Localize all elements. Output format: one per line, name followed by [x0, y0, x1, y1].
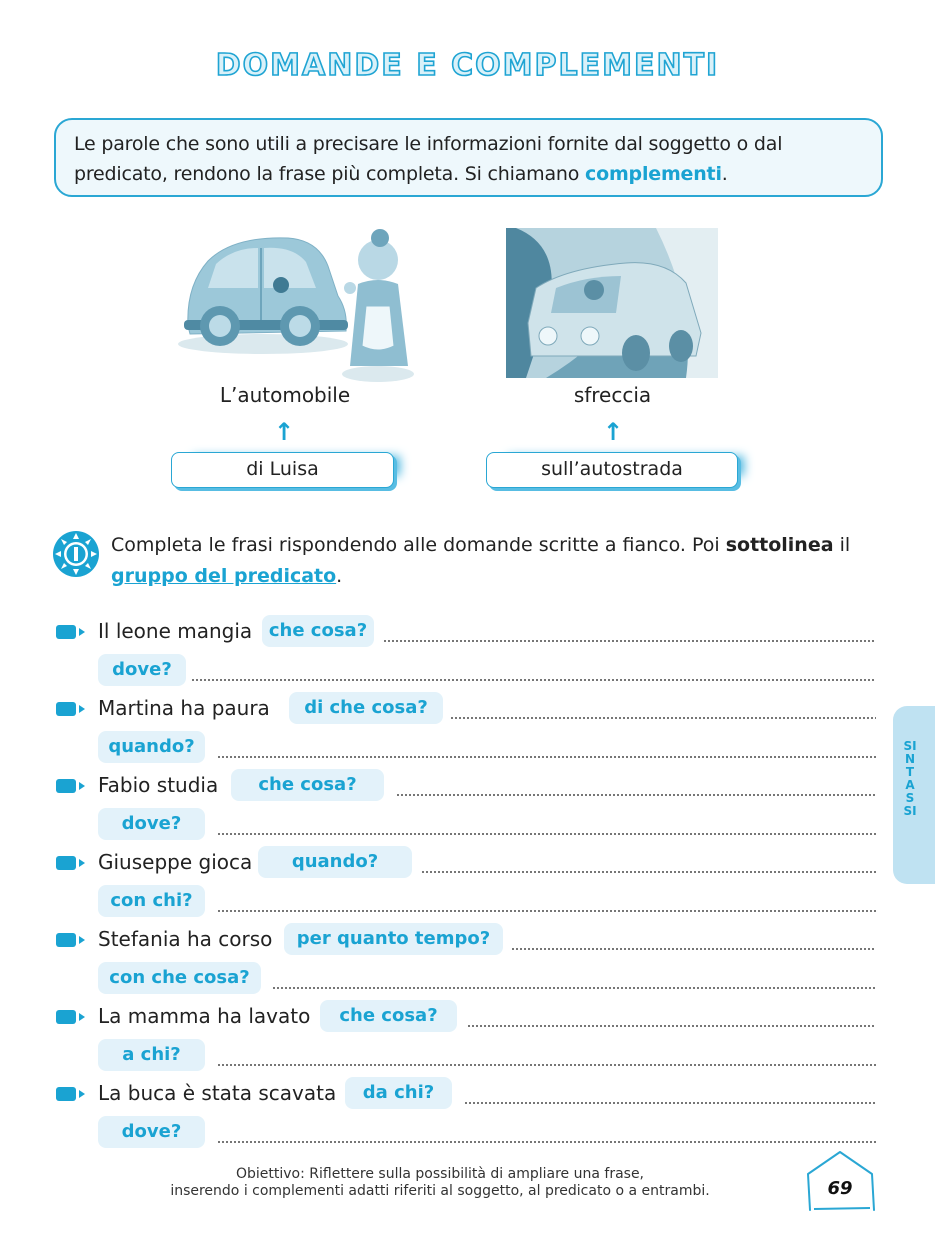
intro-box: [54, 118, 883, 197]
exercise-item: [0, 615, 935, 651]
footer-line-1: Obiettivo: Riflettere sulla possibilità di ampliare una frase,: [235, 1166, 645, 1182]
subject-word: L’automobile: [219, 383, 351, 407]
arrow-up-icon: ↑: [603, 418, 624, 446]
page-title: DOMANDE E COMPLEMENTI: [215, 48, 720, 83]
exercise-item-followup: [0, 962, 935, 998]
answer-line[interactable]: [217, 1064, 876, 1066]
arrow-up-icon: ↑: [274, 418, 295, 446]
answer-line[interactable]: [511, 948, 876, 950]
answer-line[interactable]: [421, 871, 876, 873]
sentence-start: Fabio studia: [98, 773, 219, 797]
answer-line[interactable]: [191, 679, 876, 681]
answer-line[interactable]: [217, 910, 876, 912]
intro-period: .: [721, 163, 728, 185]
answer-line[interactable]: [217, 1141, 876, 1143]
pencil-bullet-icon: [56, 933, 86, 947]
pencil-bullet-icon: [56, 1087, 86, 1101]
pencil-bullet-icon: [56, 779, 86, 793]
car-on-highway-illustration: [506, 228, 718, 378]
footer-line-2: inserendo i complementi adatti riferiti al soggetto, al predicato o a entrambi.: [170, 1183, 710, 1199]
answer-line[interactable]: [217, 833, 876, 835]
exercise-item-followup: [0, 885, 935, 921]
predicate-word: sfreccia: [573, 383, 652, 407]
sentence-start: Martina ha paura: [98, 696, 270, 720]
exercise-item: [0, 769, 935, 805]
answer-line[interactable]: [396, 794, 876, 796]
page-number: 69: [827, 1178, 853, 1199]
pencil-bullet-icon: [56, 702, 86, 716]
intro-text: Le parole che sono utili a precisare le informazioni fornite dal soggetto o dal predicato, rendono la frase più completa. Si chiamano: [74, 133, 783, 185]
question-pill: per quanto tempo?: [284, 923, 503, 955]
exercise-item-followup: [0, 654, 935, 690]
predicate-complement-box: sull’autostrada: [486, 452, 738, 488]
sentence-start: La mamma ha lavato: [98, 1004, 311, 1028]
question-pill: di che cosa?: [289, 692, 443, 724]
car-and-grandmother-illustration: [178, 226, 418, 384]
question-pill: che cosa?: [231, 769, 384, 801]
answer-line[interactable]: [450, 717, 876, 719]
question-pill: dove?: [98, 654, 186, 686]
exercise-item-followup: [0, 731, 935, 767]
sentence-start: La buca è stata scavata: [98, 1081, 337, 1105]
answer-line[interactable]: [383, 640, 876, 642]
question-pill: che cosa?: [262, 615, 374, 647]
instruction-text-mid: il: [833, 534, 851, 556]
question-pill: dove?: [98, 808, 205, 840]
exercise-item: [0, 1077, 935, 1113]
instruction-period: .: [336, 565, 343, 587]
question-pill: dove?: [98, 1116, 205, 1148]
question-pill: che cosa?: [320, 1000, 457, 1032]
exercise-item: [0, 692, 935, 728]
sentence-start: Stefania ha corso: [98, 927, 273, 951]
sentence-start: Giuseppe gioca: [98, 850, 253, 874]
exercise-item: [0, 1000, 935, 1036]
exercise-item: [0, 846, 935, 882]
question-pill: quando?: [258, 846, 412, 878]
instruction-text: Completa le frasi rispondendo alle domande scritte a fianco. Poi: [111, 534, 726, 556]
instruction-highlight: gruppo del predicato: [111, 565, 337, 587]
question-pill: a chi?: [98, 1039, 205, 1071]
question-pill: con che cosa?: [98, 962, 261, 994]
exercise-item-followup: [0, 1039, 935, 1075]
answer-line[interactable]: [464, 1102, 876, 1104]
footer-objective: [100, 1166, 780, 1200]
answer-line[interactable]: [272, 987, 876, 989]
intro-highlight: complementi: [585, 163, 722, 185]
instruction-bold: sottolinea: [725, 534, 834, 556]
pencil-bullet-icon: [56, 856, 86, 870]
section-tab-label: SINTASSI: [903, 739, 917, 818]
exercise-instructions: [111, 530, 891, 592]
exercise-number-icon: [52, 530, 100, 578]
question-pill: con chi?: [98, 885, 205, 917]
pencil-bullet-icon: [56, 1010, 86, 1024]
exercise-item-followup: [0, 1116, 935, 1152]
answer-line[interactable]: [217, 756, 876, 758]
exercise-item-followup: [0, 808, 935, 844]
question-pill: quando?: [98, 731, 205, 763]
answer-line[interactable]: [467, 1025, 876, 1027]
sentence-start: Il leone mangia: [98, 619, 253, 643]
pencil-bullet-icon: [56, 625, 86, 639]
question-pill: da chi?: [345, 1077, 452, 1109]
subject-complement-box: di Luisa: [171, 452, 394, 488]
exercise-item: [0, 923, 935, 959]
